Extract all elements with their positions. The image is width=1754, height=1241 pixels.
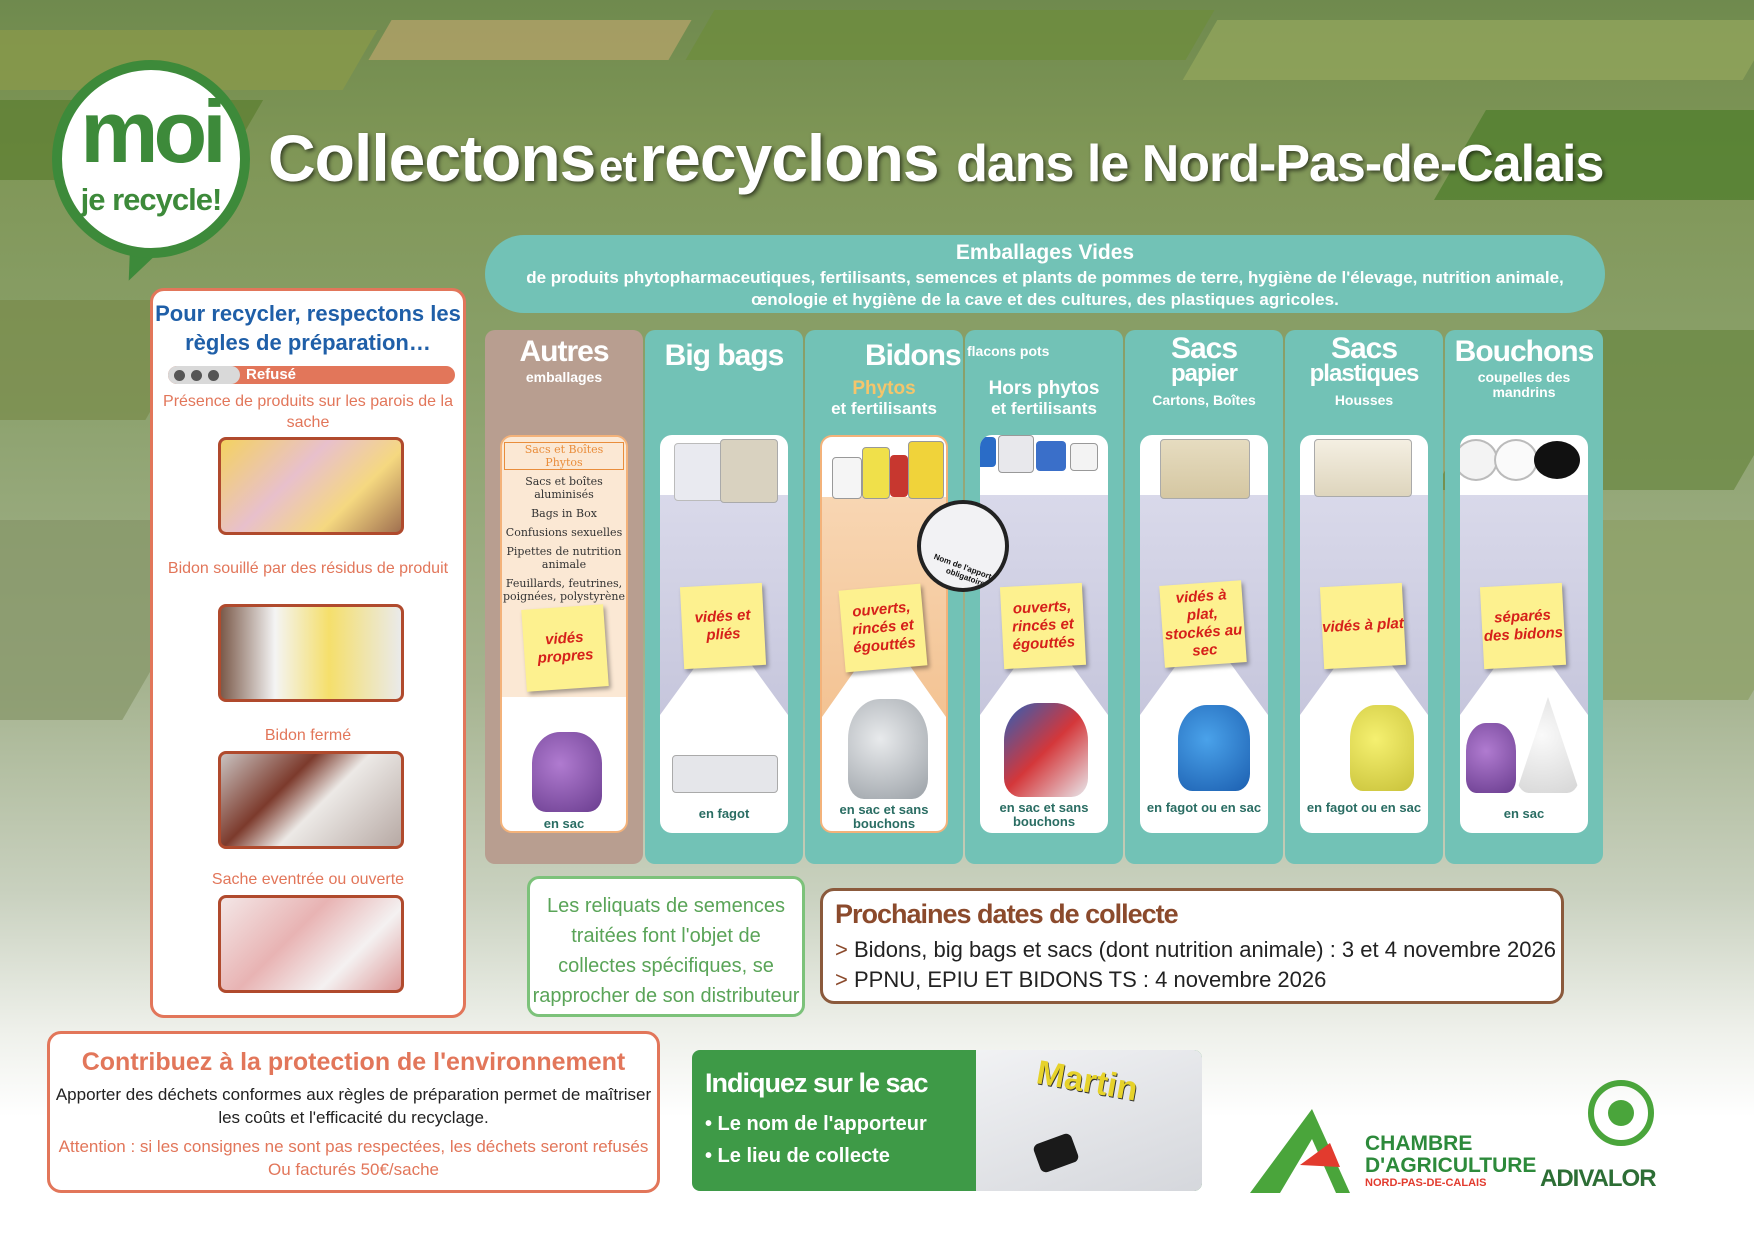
- bottom-label: en sac et sans bouchons: [839, 802, 929, 831]
- banner-line-1: de produits phytopharmaceutiques, fertilisants, semences et plants de pommes de terre, hygiène de l'élevage, nutrition animale,: [526, 268, 1564, 287]
- column-heading: Sacs: [1170, 332, 1238, 365]
- moi-je-recycle-logo: [52, 60, 250, 258]
- banner-title: Emballages Vides: [955, 241, 1135, 264]
- marker-hand-icon: [1032, 1132, 1080, 1174]
- adivalor-text: ADIVALOR: [1540, 1165, 1656, 1192]
- plastic-sacks-icon: [1314, 439, 1412, 497]
- cap-icon: [1494, 439, 1538, 481]
- column-subheading: Housses: [1334, 392, 1394, 408]
- column-card: [500, 435, 628, 833]
- seeds-note-box: Les reliquats de semences traitées font l'objet de collectes spécifiques, se rapprocher de son distributeur: [527, 876, 805, 1017]
- preparation-rules-panel: [150, 288, 466, 1018]
- hors-phytos-sub-label: et fertilisants: [991, 399, 1097, 418]
- refused-photo: [218, 604, 404, 702]
- logo-je-recycle: je recycle!: [80, 182, 222, 217]
- chambre-line-3: NORD-PAS-DE-CALAIS: [1365, 1177, 1487, 1189]
- canister-icon: [908, 441, 944, 499]
- date-line-2: PPNU, EPIU ET BIDONS TS : 4 novembre 2026: [853, 967, 1327, 992]
- column-card: [820, 435, 948, 833]
- title-collectons: Collectons: [268, 121, 596, 195]
- column-subheading: emballages: [525, 369, 603, 385]
- column-card: [980, 435, 1108, 833]
- yellow-bag-icon: [1350, 705, 1414, 791]
- column-bidons-hors-phytos: [965, 330, 1123, 864]
- column-subheading: coupelles des mandrins: [1477, 369, 1571, 400]
- column-card: [660, 435, 788, 833]
- phytos-sub-label: et fertilisants: [831, 399, 937, 418]
- instruction-item: • Le nom de l'apporteur: [705, 1113, 927, 1135]
- sticky-note: vidés à plat: [1320, 583, 1406, 669]
- purple-bag-icon: [532, 732, 602, 812]
- column-heading-2: papier: [1170, 360, 1238, 387]
- refused-photo: [218, 437, 404, 535]
- bullet: >: [835, 937, 848, 962]
- badge-text: Nom de l'apporteur obligatoire: [932, 552, 1005, 589]
- column-bidons-phytos: [805, 330, 963, 864]
- big-bag-icon: [720, 439, 778, 503]
- column-heading-2: plastiques: [1309, 360, 1419, 387]
- sticky-note: séparés des bidons: [1480, 583, 1566, 669]
- bottom-label: en fagot: [698, 806, 750, 821]
- bottom-label: en sac: [543, 816, 585, 831]
- column-heading: Autres: [519, 335, 609, 368]
- canister-icon: [862, 447, 890, 499]
- page-title: [268, 120, 1603, 196]
- canister-icon: [998, 435, 1034, 473]
- mandrel-icon: [1534, 441, 1580, 479]
- canister-icon: [832, 457, 862, 499]
- collection-dates-box: [820, 888, 1564, 1004]
- list-item: Bags in Box: [531, 507, 597, 520]
- refused-item-label: Bidon souillé par des résidus de produit: [167, 560, 449, 577]
- chambre-line-1: CHAMBRE: [1365, 1132, 1473, 1155]
- empty-packaging-banner: [485, 235, 1605, 313]
- canister-icon: [980, 437, 996, 467]
- list-item: Sacs et boîtes aluminisés: [525, 475, 603, 501]
- list-item: Sacs et Boîtes Phytos: [504, 442, 624, 470]
- refused-photo: [218, 895, 404, 993]
- paper-bags-icon: [1160, 439, 1250, 499]
- chambre-agriculture-icon: [1250, 1105, 1360, 1195]
- autres-list: [502, 442, 626, 603]
- refused-label: Refusé: [246, 366, 297, 383]
- banner-line-2: œnologie et hygiène de la cave et des cultures, des plastiques agricoles.: [751, 290, 1339, 309]
- folded-big-bag-icon: [672, 755, 778, 793]
- column-heading: Big bags: [664, 339, 784, 372]
- column-heading: Bidons: [865, 339, 961, 372]
- refused-item-label: Présence de produits sur les parois de la sache: [163, 393, 453, 431]
- title-recyclons: recyclons: [639, 121, 939, 195]
- instruction-item: • Le lieu de collecte: [705, 1145, 890, 1167]
- date-line-1: Bidons, big bags et sacs (dont nutrition animale) : 3 et 4 novembre 2026: [853, 937, 1556, 962]
- bottom-label: en fagot ou en sac: [1306, 800, 1422, 815]
- panel-title: Pour recycler, respectons les règles de préparation…: [155, 301, 461, 355]
- column-subheading: Cartons, Boîtes: [1152, 392, 1256, 408]
- column-heading: Sacs: [1330, 332, 1398, 365]
- column-card: [1460, 435, 1588, 833]
- sticky-note: vidés et pliés: [680, 583, 766, 669]
- title-region: dans le Nord-Pas-de-Calais: [956, 135, 1604, 193]
- column-heading: Bouchons: [1454, 335, 1594, 368]
- canister-icon: [1070, 443, 1098, 471]
- status-dots: [168, 366, 240, 384]
- bag-name-text: Martin: [1033, 1053, 1141, 1109]
- clear-bag-icon: [848, 699, 928, 799]
- name-tag-badge: [917, 500, 1009, 592]
- column-sacs-plastiques: [1285, 330, 1443, 864]
- sticky-note: vidés à plat, stockés au sec: [1159, 580, 1247, 668]
- bullet: >: [835, 967, 848, 992]
- flacons-pots-label: flacons pots: [967, 343, 1050, 359]
- refused-photo: [218, 751, 404, 849]
- big-bag-icon: [674, 443, 726, 501]
- labelled-bag-photo: [976, 1050, 1202, 1191]
- column-big-bags: [645, 330, 803, 864]
- cap-icon: [1460, 439, 1498, 481]
- environment-title: Contribuez à la protection de l'environnement: [81, 1048, 626, 1076]
- hors-phytos-label: Hors phytos: [988, 378, 1100, 399]
- sticky-note: ouverts, rincés et égouttés: [1000, 583, 1086, 669]
- column-card: [1140, 435, 1268, 833]
- refused-item-label: Bidon fermé: [264, 727, 352, 744]
- logo-moi: moi: [80, 82, 222, 181]
- column-card: [1300, 435, 1428, 833]
- canister-icon: [1036, 441, 1066, 471]
- chambre-line-2: D'AGRICULTURE: [1365, 1154, 1537, 1177]
- list-item: Confusions sexuelles: [505, 526, 623, 539]
- bottom-label: en fagot ou en sac: [1146, 800, 1262, 815]
- bottle-icon: [890, 455, 908, 497]
- bottom-label: en sac et sans bouchons: [999, 800, 1089, 829]
- clear-bag-icon: [1004, 703, 1088, 797]
- purple-bag-icon: [1466, 723, 1516, 793]
- dates-title: Prochaines dates de collecte: [835, 899, 1178, 929]
- column-sacs-papier: [1125, 330, 1283, 864]
- column-autres-emballages: [485, 330, 643, 864]
- environment-box: [47, 1031, 660, 1193]
- title-et: et: [598, 142, 636, 191]
- clear-bag-icon: [1516, 697, 1580, 793]
- environment-body: Apporter des déchets conformes aux règles de préparation permet de maîtriser les coûts et l'efficacité du recyclage.: [55, 1085, 652, 1127]
- refused-bar: [168, 366, 455, 384]
- label-instructions-box: [692, 1050, 1202, 1191]
- phytos-label: Phytos: [852, 378, 916, 399]
- column-bouchons: [1445, 330, 1603, 864]
- bottom-label: en sac: [1503, 806, 1545, 821]
- list-item: Feuillards, feutrines, poignées, polystyrène: [502, 577, 625, 603]
- recycle-icon: [1588, 1080, 1654, 1146]
- environment-attention: Attention : si les consignes ne sont pas respectées, les déchets seront refusés Ou facturés 50€/sache: [58, 1137, 649, 1179]
- instructions-title: Indiquez sur le sac: [705, 1068, 928, 1098]
- sticky-note: vidés propres: [521, 604, 609, 692]
- list-item: Pipettes de nutrition animale: [506, 545, 622, 571]
- refused-item-label: Sache eventrée ou ouverte: [211, 871, 405, 888]
- sticky-note: ouverts, rincés et égouttés: [839, 584, 928, 673]
- blue-bag-icon: [1178, 705, 1250, 791]
